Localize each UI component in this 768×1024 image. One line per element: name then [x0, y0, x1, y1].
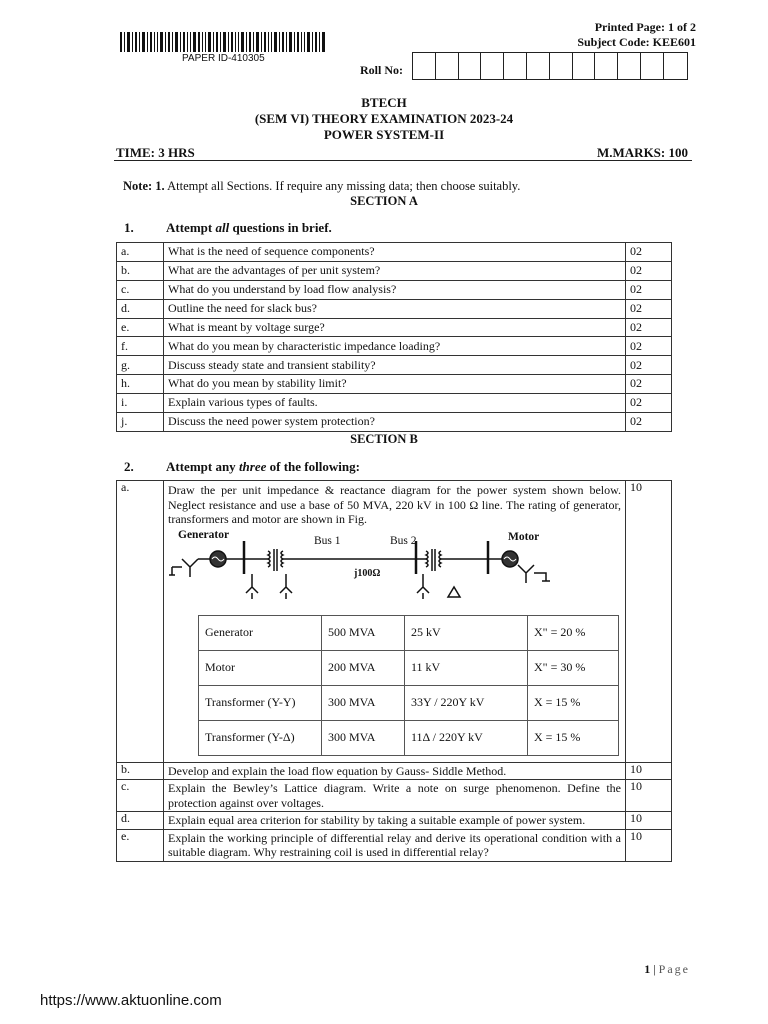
question-marks: 02 — [626, 413, 672, 432]
question-label: h. — [117, 375, 164, 394]
question-marks: 02 — [626, 394, 672, 413]
question-marks: 02 — [626, 299, 672, 318]
rating-x: X = 15 % — [528, 720, 619, 755]
exam-title: (SEM VI) THEORY EXAMINATION 2023-24 — [254, 111, 514, 126]
question-label: a. — [117, 481, 164, 763]
page-number — [644, 962, 690, 977]
rating-mva: 500 MVA — [322, 615, 405, 650]
table-row — [117, 375, 672, 394]
question-marks: 10 — [626, 780, 672, 812]
question-marks: 02 — [626, 337, 672, 356]
question-text: What are the advantages of per unit system? — [164, 261, 626, 280]
instruction-emphasis: three — [238, 459, 267, 474]
question-label: g. — [117, 356, 164, 375]
ground-symbol — [169, 567, 182, 575]
question-text: Explain the working principle of differential relay and derive its operational condition with a suitable diagram. Why restraining coil is used in differential relay? — [164, 829, 626, 861]
section-b-table — [116, 480, 672, 862]
table-row — [117, 280, 672, 299]
table-row — [117, 318, 672, 337]
rating-row — [199, 720, 619, 755]
question-label: f. — [117, 337, 164, 356]
roll-box[interactable] — [436, 53, 459, 79]
question-number: 2. — [124, 459, 134, 474]
generator-label: Generator — [178, 528, 230, 541]
instruction-part: questions in brief. — [229, 220, 332, 235]
wye-symbol — [518, 565, 534, 583]
rating-mva: 300 MVA — [322, 685, 405, 720]
question-text: Explain various types of faults. — [164, 394, 626, 413]
question-marks: 10 — [626, 481, 672, 763]
table-row — [117, 299, 672, 318]
note-number: 1. — [155, 179, 165, 193]
motor-label: Motor — [508, 530, 540, 543]
question-1-heading — [124, 220, 332, 236]
question-marks: 10 — [626, 762, 672, 780]
question-marks: 02 — [626, 243, 672, 262]
roll-box[interactable] — [459, 53, 482, 79]
rating-mva: 300 MVA — [322, 720, 405, 755]
table-row — [117, 261, 672, 280]
question-text: What do you mean by characteristic impedance loading? — [164, 337, 626, 356]
header-divider — [114, 160, 692, 161]
section-a-table — [116, 242, 672, 432]
roll-box[interactable] — [413, 53, 436, 79]
question-label: d. — [117, 812, 164, 830]
question-text: Explain equal area criterion for stability by taking a suitable example of power system. — [164, 812, 626, 830]
rating-row — [199, 650, 619, 685]
table-row — [117, 356, 672, 375]
roll-box[interactable] — [550, 53, 573, 79]
barcode — [120, 32, 326, 52]
question-marks: 02 — [626, 375, 672, 394]
instruction-part: of the following: — [266, 459, 360, 474]
roll-box[interactable] — [641, 53, 664, 79]
question-marks: 02 — [626, 356, 672, 375]
rating-name: Motor — [199, 650, 322, 685]
bus-2-label: Bus 2 — [390, 534, 417, 547]
question-label: e. — [117, 318, 164, 337]
rating-row — [199, 685, 619, 720]
instruction-emphasis: all — [215, 220, 230, 235]
note — [123, 179, 520, 194]
question-marks: 02 — [626, 261, 672, 280]
rating-kv: 11Δ / 220Y kV — [405, 720, 528, 755]
question-label: b. — [117, 261, 164, 280]
rating-name: Transformer (Y-Y) — [199, 685, 322, 720]
question-text: Develop and explain the load flow equation by Gauss- Siddle Method. — [164, 762, 626, 780]
question-cell — [164, 481, 626, 763]
ratings-table — [198, 615, 619, 756]
rating-name: Generator — [199, 615, 322, 650]
question-text: Outline the need for slack bus? — [164, 299, 626, 318]
roll-box[interactable] — [481, 53, 504, 79]
roll-no-boxes[interactable] — [412, 52, 688, 80]
question-marks: 02 — [626, 280, 672, 299]
question-label: i. — [117, 394, 164, 413]
question-number: 1. — [124, 220, 134, 235]
rating-row — [199, 615, 619, 650]
question-text: Explain the Bewley’s Lattice diagram. Write a note on surge phenomenon. Define the protection against over voltages. — [164, 780, 626, 812]
rating-x: X" = 30 % — [528, 650, 619, 685]
question-label: e. — [117, 829, 164, 861]
note-label: Note: — [123, 179, 153, 193]
delta-symbol — [448, 587, 460, 597]
question-label: c. — [117, 780, 164, 812]
page-separator: | — [650, 962, 659, 976]
rating-kv: 11 kV — [405, 650, 528, 685]
question-marks: 02 — [626, 318, 672, 337]
rating-mva: 200 MVA — [322, 650, 405, 685]
table-row — [117, 762, 672, 780]
wye-symbol — [182, 559, 198, 577]
question-label: d. — [117, 299, 164, 318]
table-row — [117, 812, 672, 830]
roll-box[interactable] — [595, 53, 618, 79]
roll-box[interactable] — [664, 53, 687, 79]
rating-kv: 25 kV — [405, 615, 528, 650]
source-url[interactable]: https://www.aktuonline.com — [40, 992, 222, 1009]
table-row — [117, 780, 672, 812]
question-text: What is meant by voltage surge? — [164, 318, 626, 337]
instruction-part: Attempt any — [166, 459, 239, 474]
rating-kv: 33Y / 220Y kV — [405, 685, 528, 720]
question-text: What do you understand by load flow analysis? — [164, 280, 626, 299]
single-line-diagram — [168, 529, 618, 609]
line-impedance-label: j100Ω — [354, 567, 381, 579]
rating-x: X" = 20 % — [528, 615, 619, 650]
table-row — [117, 394, 672, 413]
roll-no-label: Roll No: — [360, 63, 403, 77]
question-text: Draw the per unit impedance & reactance diagram for the power system shown below. Neglect resistance and use a base of 50 MVA, 220 kV in 100 Ω line. The rating of generator, transformers and motor are shown in Fig. — [168, 483, 621, 526]
question-text: Discuss the need power system protection? — [164, 413, 626, 432]
rating-x: X = 15 % — [528, 685, 619, 720]
roll-box[interactable] — [527, 53, 550, 79]
printed-page: Printed Page: 1 of 2 — [594, 20, 696, 34]
section-a-title: SECTION A — [350, 194, 418, 208]
question-label: j. — [117, 413, 164, 432]
table-row — [117, 829, 672, 861]
ground-symbol — [534, 573, 550, 581]
subject-title: POWER SYSTEM-II — [323, 127, 445, 142]
max-marks: M.MARKS: 100 — [597, 145, 688, 160]
question-text: What do you mean by stability limit? — [164, 375, 626, 394]
question-label: c. — [117, 280, 164, 299]
question-label: a. — [117, 243, 164, 262]
time-allowed: TIME: 3 HRS — [116, 145, 195, 160]
question-text: Discuss steady state and transient stability? — [164, 356, 626, 375]
bus-1-label: Bus 1 — [314, 534, 341, 547]
roll-box[interactable] — [573, 53, 596, 79]
section-b-title: SECTION B — [350, 432, 418, 446]
roll-box[interactable] — [618, 53, 641, 79]
table-row — [117, 243, 672, 262]
table-row — [117, 413, 672, 432]
note-text: Attempt all Sections. If require any missing data; then choose suitably. — [167, 179, 521, 193]
question-2-heading — [124, 459, 360, 475]
page-word: Page — [658, 962, 690, 976]
instruction-part: Attempt — [166, 220, 216, 235]
page-number-value: 1 — [644, 962, 651, 976]
table-row — [117, 337, 672, 356]
question-marks: 10 — [626, 829, 672, 861]
paper-id: PAPER ID-410305 — [182, 53, 265, 64]
rating-name: Transformer (Y-Δ) — [199, 720, 322, 755]
question-marks: 10 — [626, 812, 672, 830]
subject-code: Subject Code: KEE601 — [577, 35, 696, 49]
course-title: BTECH — [361, 95, 407, 110]
question-text: What is the need of sequence components? — [164, 243, 626, 262]
question-label: b. — [117, 762, 164, 780]
roll-box[interactable] — [504, 53, 527, 79]
table-row — [117, 481, 672, 763]
